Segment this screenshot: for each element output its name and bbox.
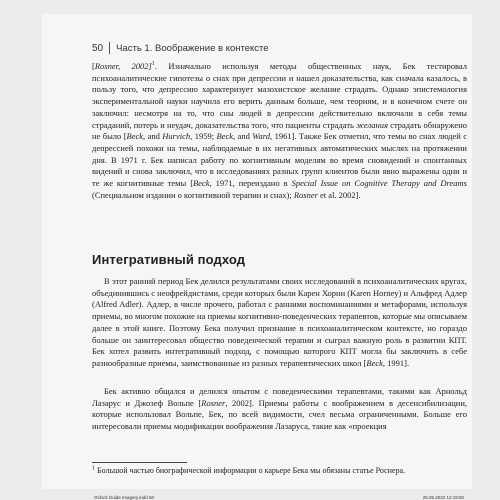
paragraph-3 [92, 386, 467, 433]
citation-author: Beck [216, 131, 233, 142]
paragraph-text: (Специальном издании о когнитивной терапии и снах); [92, 189, 294, 200]
paragraph-text: страдать обнаружено не было [ [92, 119, 467, 142]
paragraph-text: , 1991]. [382, 357, 410, 368]
footnote-marker: 1 [92, 465, 95, 472]
header-divider [109, 42, 110, 54]
page-number: 50 [92, 42, 104, 54]
paragraph-text: В этот ранний период Бек делился результатами своих исследований в психоаналитических кругах, объединившись с неофрейдистами, среди которых были Карен Хорни (Karen Horney) и Альфред Адлер (Alfred Adler). Адлер, в числе прочего, работал с ранними воспоминаниями и метафорами, используя приемы, во многом похожие на приемы когнитивно-поведенческих терапевтов, которые мы описываем далее в этой книге. Поэтому Бека получил признание в психоаналитическом контексте, но гораздо больше он заинтересовал общество поведенческой терапии и сыграл важную роль в развитии КПТ. Бек хотел развить интегративный подход, с помощью которого КПТ могла бы заключить в себе разнообразные приемы, заимствованные из разных терапевтических школ [ [92, 276, 467, 368]
cited-title: Special Issue on Cognitive Therapy and Dreams [291, 178, 467, 189]
citation-author: Ward [252, 131, 271, 142]
footnote-divider [92, 462, 187, 463]
footnote [92, 466, 462, 477]
paragraph-text: , and [233, 131, 253, 142]
paragraph-1: [Rosner, 2002]$^1$. Изначально используя методы общественных наук, Бек тестировал психоаналитические гипотезы о снах при депрессии и нашел доказательства, как сначала казалось, в пользу того, что депрессию характеризует мазохистское желание страдать. Однако эпистемология экспериментальной науки научила его верить данным больше, чем теориям, и в конечном счете он заключил: несмотря на то, что сны людей в депрессии действительно включали в себя темы страданий, потерь и неудач, доказательства того, что пациенты страдать желания страдать обнаружено не было [Beck, and Hurvich, 1959; Beck, and Ward, 1961]. Также Бек отметил, что темы во снах людей с депрессией похожи на темы, наблюдаемые в их негативных автоматических мыслях на протяжении дня. В 1971 г. Бек написал работу по когнитивным моделям во время сновидений и спонтанных видений и снова заключил, что в исследованиях разных групп клиентов были явно выражены одни и те же когнитивные темы [Beck, 1971, переиздано в Special Issue on Cognitive Therapy and Dreams (Специальном издании о когнитивной терапии и снах); Rosner et al. 2002]. [92, 61, 467, 200]
paragraph-text: , 1961]. Также Бек отметил, что темы во снах людей с депрессией похожи на темы, наблюдаемые в их негативных автоматических мыслях на протяжении дня. В 1971 г. Бек написал работу по когнитивным моделям во время сновидений и спонтанных видений и снова заключил, что в исследованиях разных групп клиентов были явно выражены одни и те же когнитивные темы [ [92, 131, 467, 189]
citation-author: Rosner [201, 397, 226, 408]
page-header [92, 42, 472, 54]
citation-author: Rosner, 2002] [94, 61, 152, 71]
paragraph-text: , and [143, 131, 163, 142]
paragraph-text: , 1971, переиздано в [209, 178, 292, 189]
paragraph-text: , 1959; [190, 131, 217, 142]
paragraph-2 [92, 276, 467, 370]
paragraph-text: , 2002]. Приемы работы с воображением в десенсибилизации, которые использовал Вольпе, Бек, по всей видимости, счел весьма ограниченными. Больше его интересовали приемы модификации воображения Лазаруса, такие как «проекция [92, 397, 467, 432]
footnote-ref: 1 [151, 61, 155, 68]
print-timestamp: 25.05.2022 12:19:50 [422, 495, 464, 500]
print-file-name: Oxford Guide Imagery.indd 50 [94, 495, 154, 500]
paragraph-text: et al. 2002]. [317, 189, 361, 200]
citation-author: Beck [126, 131, 144, 142]
running-title: Часть 1. Воображение в контексте [116, 42, 269, 54]
paragraph-text: . Изначально используя методы общественных наук, Бек тестировал психоаналитические гипотезы о снах при депрессии и нашел доказательства, как сначала казалось, в пользу того, что депрессию характеризует мазохистское желание страдать. Однако эпистемология экспериментальной науки научила его верить данным больше, чем теориям, и в конечном счете он заключил: несмотря на то, что сны людей в депрессии действительно включали в себя темы страданий, потерь и неудач, доказательства того, что пациенты страдать [92, 61, 467, 130]
footnote-text: Большой частью биографической информации о карьере Бека мы обязаны статье Роснера. [95, 466, 406, 475]
citation-author: Beck [366, 357, 383, 368]
book-page [42, 14, 472, 500]
section-heading: Интегративный подход [92, 252, 246, 267]
citation-author: Hurvich [162, 131, 191, 142]
paragraph-text: Бек активно общался и делился опытом с поведенческими терапевтами, такими как Арнольд Лазарус и Джозеф Вольпе [ [92, 386, 467, 408]
emphasis-text: желания [356, 119, 388, 130]
print-footer [94, 495, 464, 500]
citation-author: Beck [193, 178, 210, 189]
citation-author: Rosner [293, 189, 318, 200]
